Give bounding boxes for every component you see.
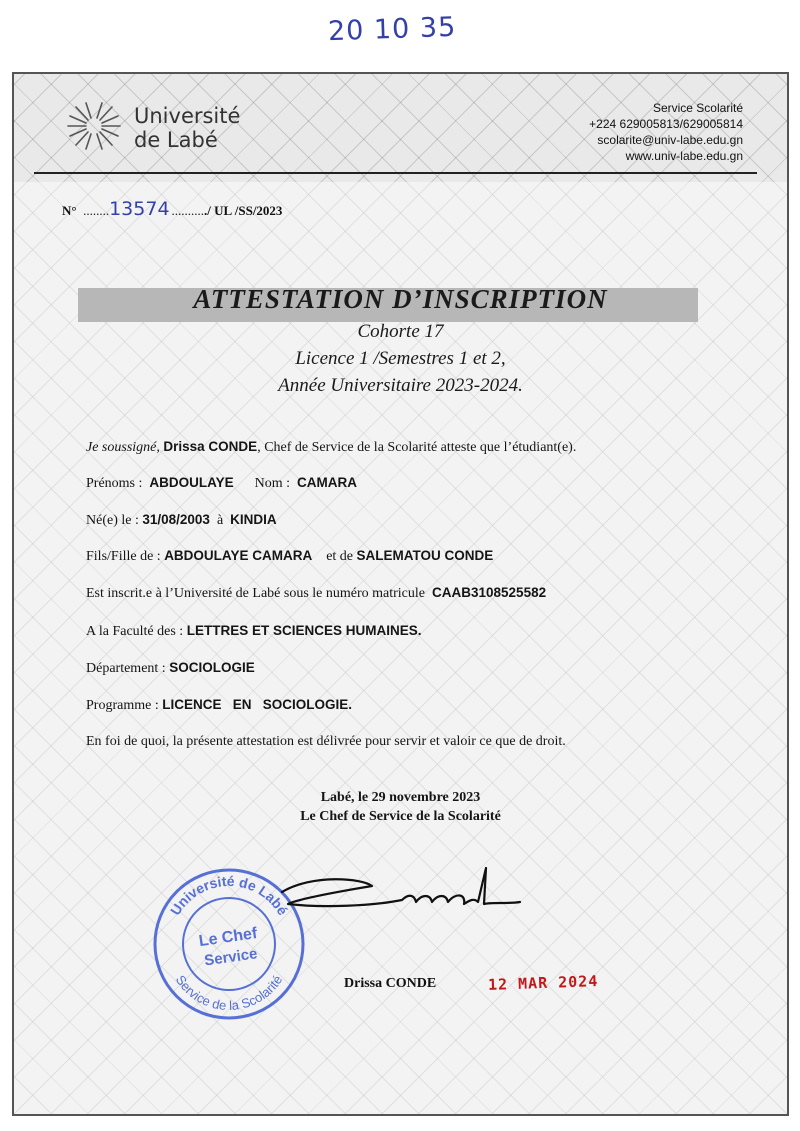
- prenoms-value: ABDOULAYE: [149, 475, 234, 490]
- matricule-line: [86, 585, 546, 602]
- nom-label: Nom :: [254, 476, 291, 491]
- intro-prefix: Je soussigné,: [86, 440, 160, 455]
- phone-numbers: +224 629005813/629005814: [589, 117, 743, 131]
- birth-line: [86, 512, 277, 529]
- parents-line: [86, 548, 493, 565]
- document-sheet: [12, 72, 789, 1116]
- handwritten-top-number: 20 10 35: [327, 11, 457, 48]
- department-line: [86, 660, 255, 677]
- reference-suffix: ./ UL /SS/2023: [204, 203, 283, 218]
- university-name: [134, 104, 240, 152]
- birth-date: 31/08/2003: [142, 512, 210, 527]
- stamp-center-line2: Service: [203, 945, 259, 970]
- service-name: Service Scolarité: [652, 101, 743, 115]
- reference-handwritten-number: 13574: [109, 198, 170, 220]
- academic-year-line: Année Universitaire 2023-2024.: [278, 375, 523, 396]
- header-divider: [34, 172, 757, 174]
- faculty-line: [86, 623, 421, 640]
- parents-and: et de: [326, 549, 354, 564]
- program-line: [86, 697, 352, 714]
- reference-prefix: N°: [62, 203, 77, 218]
- document-title: ATTESTATION D’INSCRIPTION: [193, 284, 608, 314]
- closing-line: En foi de quoi, la présente attestation est délivrée pour servir et valoir ce que de droit.: [86, 734, 566, 749]
- father-name: ABDOULAYE CAMARA: [164, 548, 313, 563]
- place-date: Labé, le 29 novembre 2023: [320, 790, 481, 805]
- level-line: Licence 1 /Semestres 1 et 2,: [295, 348, 506, 369]
- name-line: [86, 475, 357, 492]
- faculty-label: A la Faculté des :: [86, 624, 184, 639]
- department-value: SOCIOLOGIE: [169, 660, 255, 675]
- university-logo-icon: [62, 100, 126, 152]
- reference-leading-dots: ........: [79, 203, 110, 218]
- prenoms-label: Prénoms :: [86, 476, 143, 491]
- website-url: www.univ-labe.edu.gn: [625, 149, 743, 163]
- cohort-line: Cohorte 17: [357, 321, 444, 342]
- received-date-stamp: 12 MAR 2024: [487, 972, 599, 994]
- faculty-value: LETTRES ET SCIENCES HUMAINES.: [186, 623, 422, 638]
- email-address: scolarite@univ-labe.edu.gn: [597, 133, 743, 147]
- program-value: LICENCE EN SOCIOLOGIE.: [162, 697, 352, 712]
- birth-label: Né(e) le :: [86, 513, 139, 528]
- handwritten-signature: [252, 864, 522, 934]
- contact-block: [589, 100, 743, 164]
- university-name-line2: de Labé: [134, 128, 218, 152]
- matricule-value: CAAB3108525582: [432, 585, 547, 600]
- signatory-role: Le Chef de Service de la Scolarité: [300, 809, 501, 824]
- department-label: Département :: [86, 661, 166, 676]
- signer-name: Drissa CONDE: [163, 439, 258, 454]
- matricule-text: Est inscrit.e à l’Université de Labé sous le numéro matricule: [86, 586, 426, 601]
- stamp-ring-bottom: Service de la Scolarité: [172, 972, 286, 1014]
- program-label: Programme :: [86, 698, 159, 713]
- mother-name: SALEMATOU CONDE: [356, 548, 494, 563]
- reference-number: [62, 198, 282, 220]
- intro-suffix: , Chef de Service de la Scolarité atteste que l’étudiant(e).: [257, 440, 577, 455]
- reference-dots: ..........: [171, 203, 205, 218]
- stamp-center-line1: Le Chef: [197, 925, 259, 951]
- university-name-line1: Université: [134, 104, 241, 128]
- parents-label: Fils/Fille de :: [86, 549, 161, 564]
- birth-place: KINDIA: [230, 512, 277, 527]
- intro-line: [86, 439, 576, 456]
- nom-value: CAMARA: [297, 475, 358, 490]
- birth-at: à: [216, 513, 224, 528]
- signatory-name: Drissa CONDE: [344, 976, 437, 991]
- stamp-ring-top: Université de Labé: [166, 872, 292, 919]
